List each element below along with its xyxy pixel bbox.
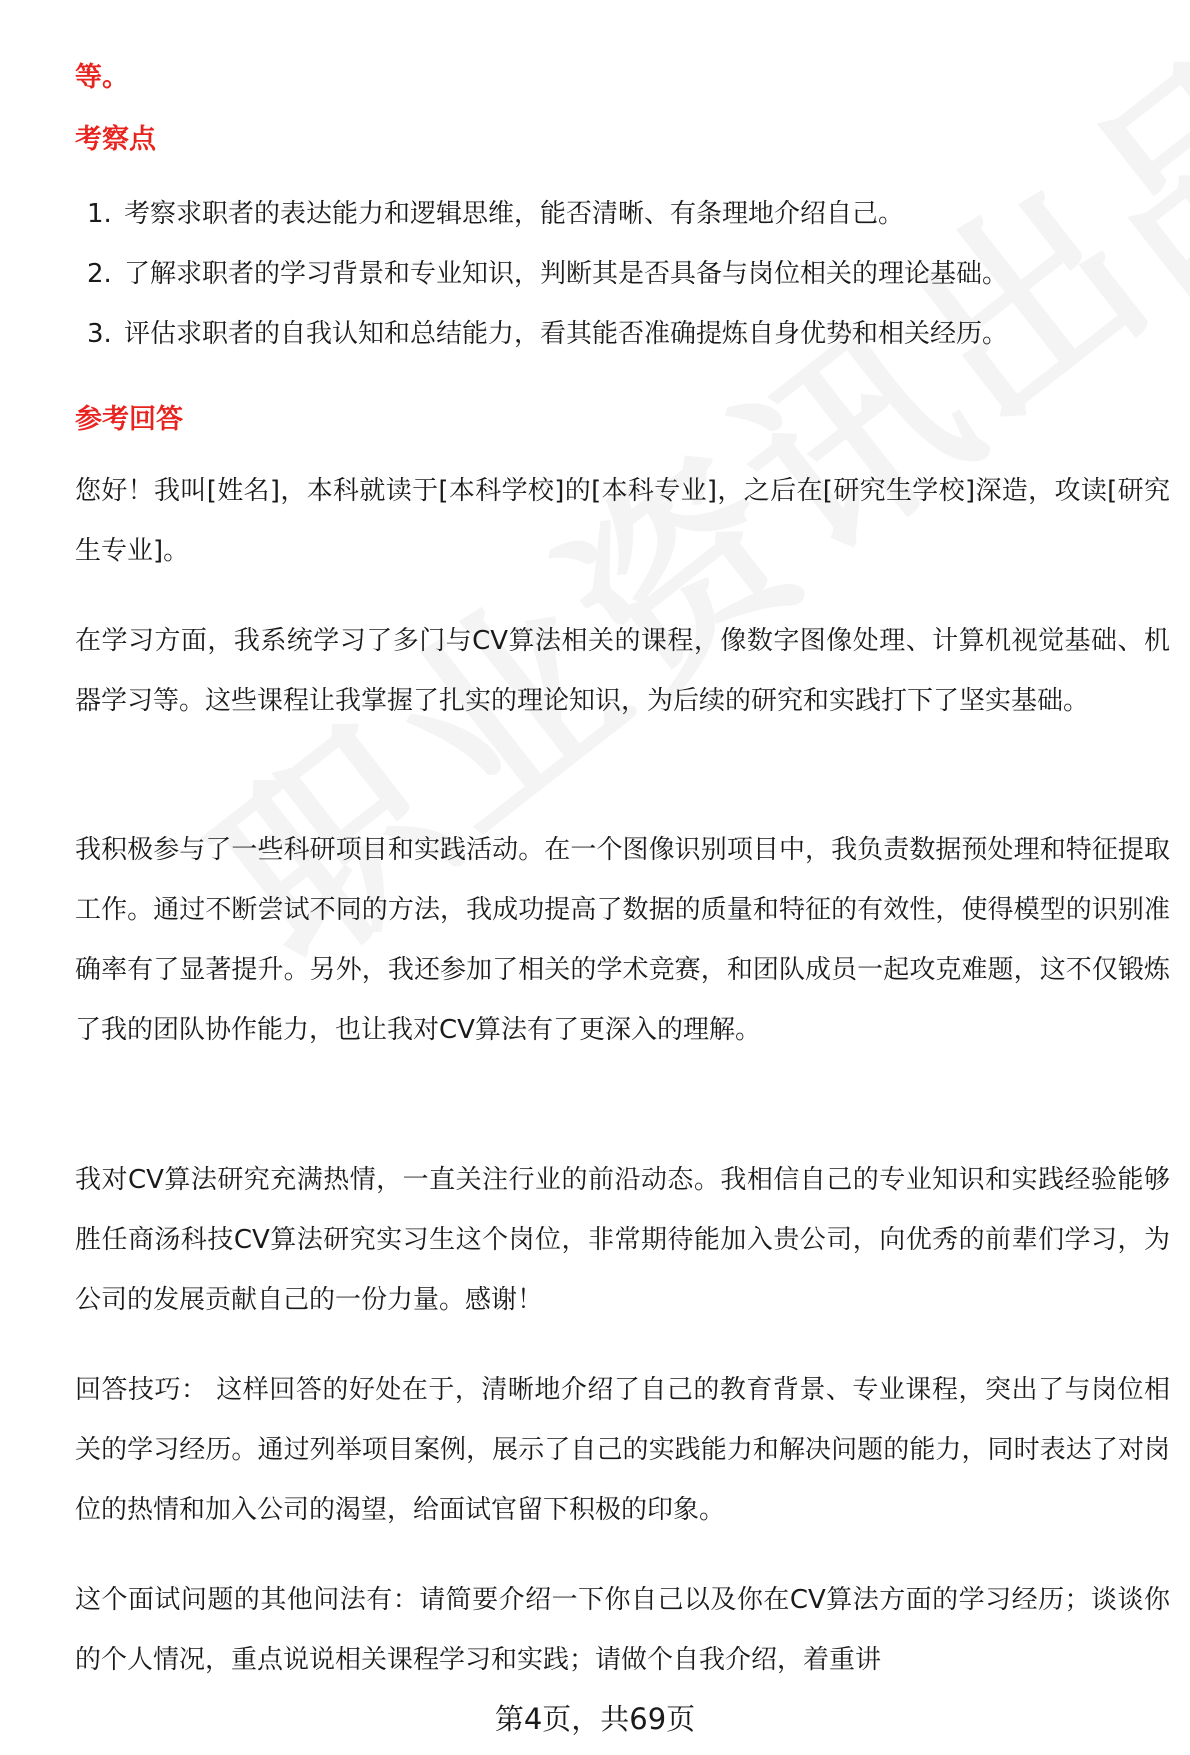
list-number: 1.: [87, 199, 112, 229]
list-item: [87, 196, 904, 232]
answer-paragraph-tips: 回答技巧： 这样回答的好处在于，清晰地介绍了自己的教育背景、专业课程，突出了与岗位相关的学习经历。通过列举项目案例，展示了自己的实践能力和解决问题的能力，同时表达了对岗位的热情和加入公司的渴望，给面试官留下积极的印象。: [75, 1375, 1170, 1525]
answer-paragraph-intro: 您好！我叫[姓名]，本科就读于[本科学校]的[本科专业]，之后在[研究生学校]深造，攻读[研究生专业]。: [75, 476, 1170, 566]
page-number-footer: 第4页，共69页: [494, 1702, 696, 1736]
list-text: 了解求职者的学习背景和专业知识，判断其是否具备与岗位相关的理论基础。: [124, 259, 1009, 289]
list-text: 考察求职者的表达能力和逻辑思维，能否清晰、有条理地介绍自己。: [124, 199, 905, 229]
heading-reference-answer: 参考回答: [75, 404, 183, 435]
list-item: [87, 256, 1008, 292]
list-text: 评估求职者的自我认知和总结能力，看其能否准确提炼自身优势和相关经历。: [124, 319, 1009, 349]
heading-inspection-points: 考察点: [75, 124, 156, 155]
answer-paragraph-passion: 我对CV算法研究充满热情，一直关注行业的前沿动态。我相信自己的专业知识和实践经验能够胜任商汤科技CV算法研究实习生这个岗位，非常期待能加入贵公司，向优秀的前辈们学习，为公司的发展贡献自己的一份力量。感谢！: [75, 1165, 1170, 1315]
top-fragment: 等。: [75, 62, 129, 93]
list-number: 2.: [87, 259, 112, 289]
answer-paragraph-projects: 我积极参与了一些科研项目和实践活动。在一个图像识别项目中，我负责数据预处理和特征提取工作。通过不断尝试不同的方法，我成功提高了数据的质量和特征的有效性，使得模型的识别准确率有了显著提升。另外，我还参加了相关的学术竞赛，和团队成员一起攻克难题，这不仅锻炼了我的团队协作能力，也让我对CV算法有了更深入的理解。: [75, 835, 1170, 1045]
list-number: 3.: [87, 319, 112, 349]
list-item: [87, 316, 1008, 352]
answer-paragraph-study: 在学习方面，我系统学习了多门与CV算法相关的课程，像数字图像处理、计算机视觉基础、机器学习等。这些课程让我掌握了扎实的理论知识，为后续的研究和实践打下了坚实基础。: [75, 626, 1170, 716]
answer-paragraph-alternatives: 这个面试问题的其他问法有：请简要介绍一下你自己以及你在CV算法方面的学习经历；谈谈你的个人情况，重点说说相关课程学习和实践；请做个自我介绍，着重讲: [75, 1585, 1170, 1675]
